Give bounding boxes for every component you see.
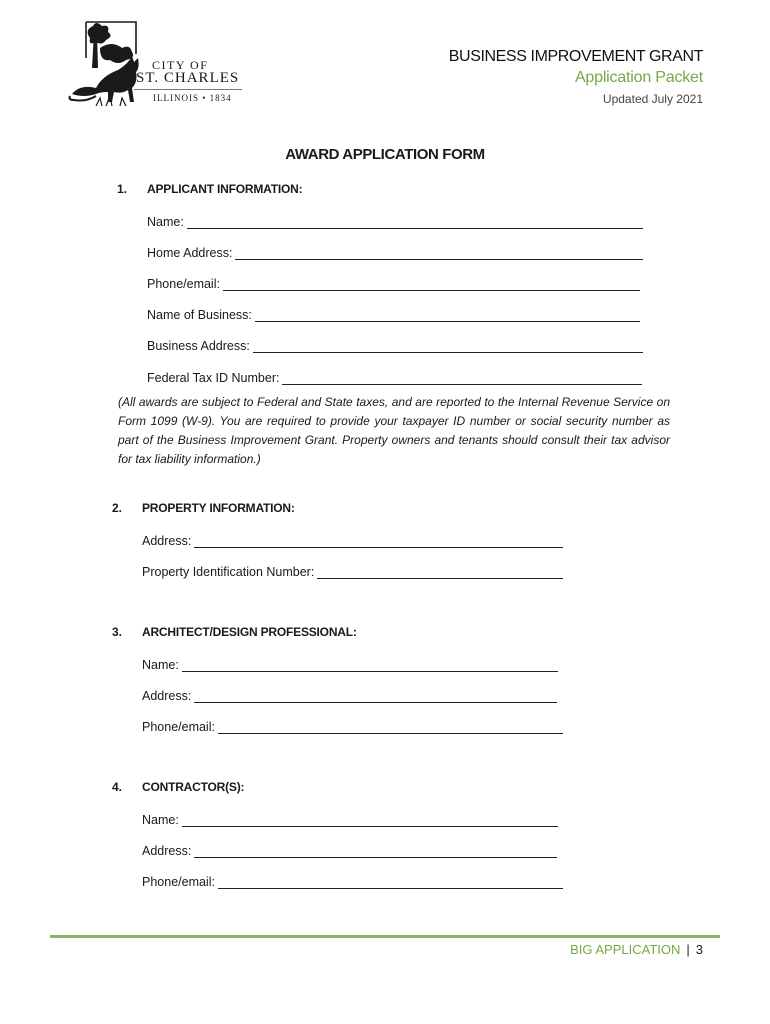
logo-line-illinois: ILLINOIS • 1834 <box>153 93 232 103</box>
tax-notice: (All awards are subject to Federal and State taxes, and are reported to the Internal Revenue Service on Form 1099 (W-9). You are required to provide your taxpayer ID number or social security number as part of the Business Improvement Grant. Property owners and tenants should consult their tax advisor for tax liability information.) <box>118 395 670 466</box>
page-footer <box>570 942 703 957</box>
field-label: Phone/email: <box>142 875 215 889</box>
footer-separator: | <box>686 942 690 957</box>
section-4-heading: CONTRACTOR(S): <box>142 780 245 794</box>
field-label: Name: <box>142 813 179 827</box>
blank-line[interactable] <box>218 720 563 734</box>
blank-line[interactable] <box>218 875 563 889</box>
blank-line[interactable] <box>182 813 558 827</box>
field-label: Name: <box>147 215 184 229</box>
footer-label: BIG APPLICATION <box>570 942 681 957</box>
section-3-number: 3. <box>112 625 123 639</box>
field-label: Address: <box>142 844 192 858</box>
grant-title: BUSINESS IMPROVEMENT GRANT <box>448 48 703 65</box>
document-header <box>383 48 703 106</box>
field-label: Phone/email: <box>142 720 215 734</box>
blank-line[interactable] <box>282 371 642 385</box>
packet-subtitle: Application Packet <box>574 69 703 86</box>
applicant-phone-email-field[interactable] <box>147 273 640 291</box>
applicant-home-address-field[interactable] <box>147 242 643 260</box>
architect-address-field[interactable] <box>142 685 557 703</box>
field-label: Property Identification Number: <box>142 565 315 579</box>
form-title: AWARD APPLICATION FORM <box>285 146 485 163</box>
blank-line[interactable] <box>194 534 563 548</box>
federal-tax-id-field[interactable] <box>147 367 642 385</box>
field-label: Address: <box>142 689 192 703</box>
contractor-address-field[interactable] <box>142 840 557 858</box>
applicant-name-field[interactable] <box>147 211 643 229</box>
blank-line[interactable] <box>194 689 557 703</box>
field-label: Name: <box>142 658 179 672</box>
section-1-number: 1. <box>117 182 128 196</box>
field-label: Home Address: <box>147 246 233 260</box>
field-label: Federal Tax ID Number: <box>147 371 280 385</box>
architect-phone-email-field[interactable] <box>142 716 563 734</box>
blank-line[interactable] <box>194 844 557 858</box>
logo-divider <box>134 89 242 90</box>
field-label: Name of Business: <box>147 308 252 322</box>
footer-divider <box>50 935 720 938</box>
blank-line[interactable] <box>182 658 558 672</box>
updated-date: Updated July 2021 <box>602 92 703 106</box>
contractor-name-field[interactable] <box>142 809 558 827</box>
page-number: 3 <box>695 942 703 957</box>
business-address-field[interactable] <box>147 335 643 353</box>
blank-line[interactable] <box>223 277 640 291</box>
business-name-field[interactable] <box>147 304 640 322</box>
blank-line[interactable] <box>235 246 643 260</box>
section-4-number: 4. <box>112 780 123 794</box>
logo-line-st-charles: ST. CHARLES <box>136 70 240 86</box>
contractor-phone-email-field[interactable] <box>142 871 563 889</box>
blank-line[interactable] <box>187 215 643 229</box>
section-3-heading: ARCHITECT/DESIGN PROFESSIONAL: <box>142 625 357 639</box>
field-label: Address: <box>142 534 192 548</box>
logo-line-city-of: CITY OF <box>152 58 209 72</box>
field-label: Phone/email: <box>147 277 220 291</box>
architect-name-field[interactable] <box>142 654 558 672</box>
blank-line[interactable] <box>317 565 563 579</box>
blank-line[interactable] <box>255 308 640 322</box>
blank-line[interactable] <box>253 339 643 353</box>
section-2-number: 2. <box>112 501 123 515</box>
section-1-heading: APPLICANT INFORMATION: <box>147 182 303 196</box>
property-id-number-field[interactable] <box>142 561 563 579</box>
field-label: Business Address: <box>147 339 250 353</box>
section-2-heading: PROPERTY INFORMATION: <box>142 501 295 515</box>
property-address-field[interactable] <box>142 530 563 548</box>
